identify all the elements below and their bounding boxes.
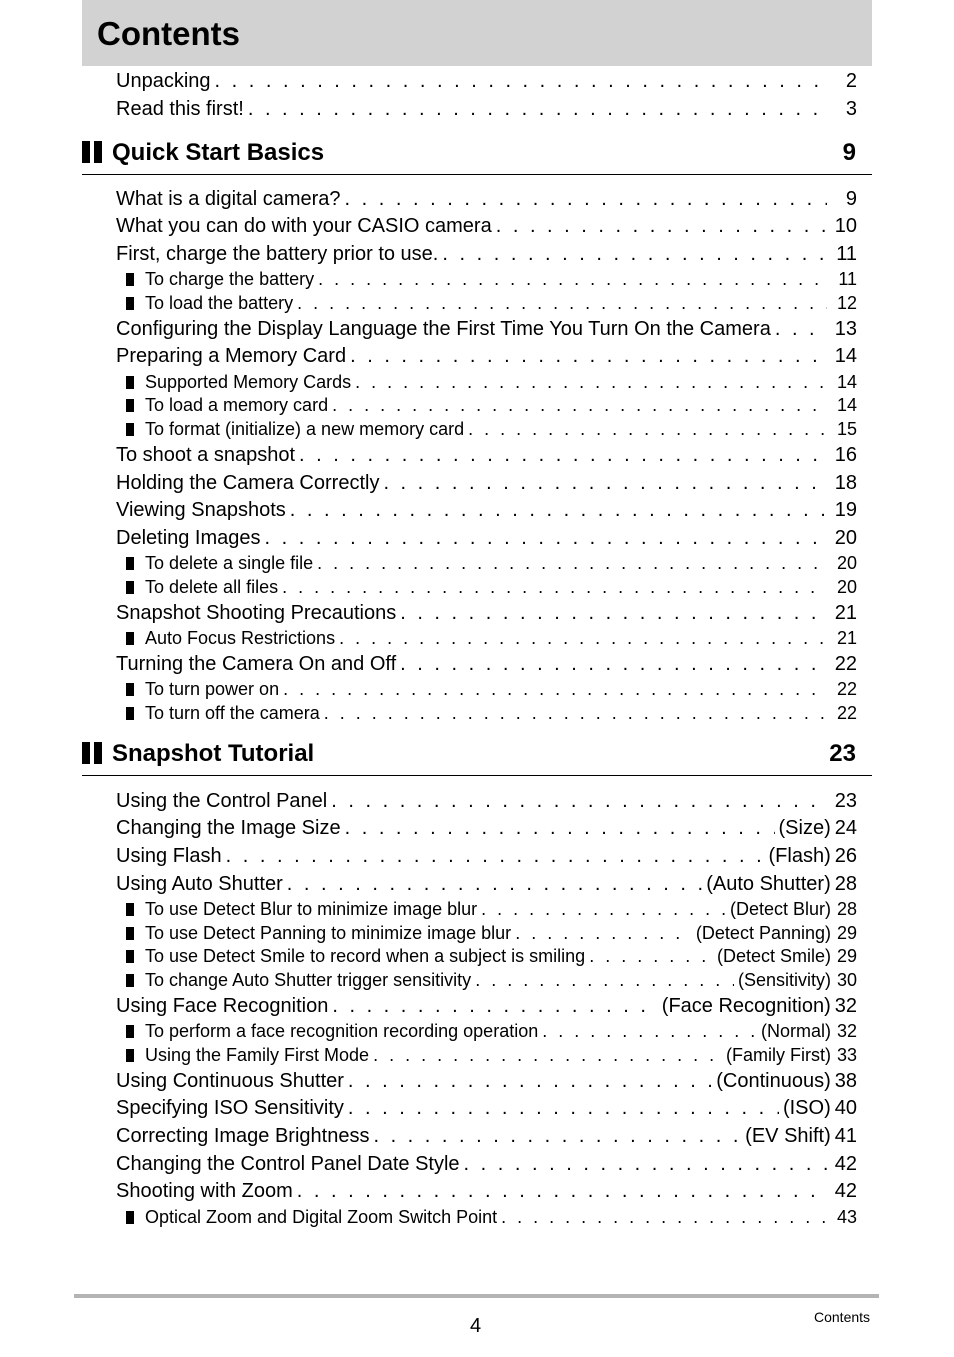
bullet-icon [126,927,134,940]
bullet-icon [126,423,134,436]
toc-entry[interactable] [116,187,857,211]
bullet-icon [126,557,134,570]
toc-entry-page: 26 [834,845,857,867]
toc-entry-page: 41 [834,1125,857,1147]
bullet-icon [126,683,134,696]
dot-leader [265,526,827,550]
section-header-snapshot-tutorial[interactable] [82,737,872,776]
toc-subentry[interactable] [126,922,857,944]
toc-entry-mode: (Face Recognition) [661,995,831,1017]
toc-entry[interactable] [116,844,857,868]
toc-entry[interactable] [116,498,857,522]
toc-entry-page: 32 [834,995,857,1017]
toc-entry-page: 14 [836,372,857,392]
toc-entry-label: To use Detect Smile to record when a subject is smiling [145,946,586,966]
dot-leader [350,344,827,368]
toc-entry-label: Optical Zoom and Digital Zoom Switch Point [145,1207,498,1227]
toc-entry-label: Snapshot Shooting Precautions [116,602,397,624]
dot-leader [318,268,827,290]
toc-subentry[interactable] [126,418,857,440]
dot-leader [348,1096,779,1120]
dot-leader [283,678,827,700]
title-bar [82,0,872,66]
toc-entry[interactable] [116,69,857,93]
toc-entry-page: 16 [834,444,857,466]
toc-entry-label: To delete all files [145,577,279,597]
dot-leader [282,576,827,598]
toc-entry-mode: (Size) [778,817,831,839]
toc-entry-mode: (ISO) [782,1097,831,1119]
toc-entry-mode: (Auto Shutter) [706,873,831,895]
toc-entry-label: Unpacking [116,70,211,92]
toc-entry-page: 14 [834,345,857,367]
bullet-icon [126,707,134,720]
toc-entry[interactable] [116,526,857,550]
toc-entry[interactable] [116,789,857,813]
toc-entry-label: Using Face Recognition [116,995,329,1017]
toc-entry-label: To use Detect Blur to minimize image blur [145,899,478,919]
dot-leader [324,702,827,724]
toc-entry-label: What is a digital camera? [116,188,341,210]
bullet-icon [126,297,134,310]
dot-leader [317,552,827,574]
toc-entry-page: 32 [836,1021,857,1041]
toc-entry-page: 20 [834,527,857,549]
bullet-icon [126,376,134,389]
bullet-icon [126,399,134,412]
dot-leader [297,292,827,314]
toc-entry-label: To format (initialize) a new memory card [145,419,465,439]
bullet-icon [126,632,134,645]
toc-entry[interactable] [116,1096,857,1120]
toc-entry-page: 22 [836,703,857,723]
footer-section-label: Contents [814,1309,871,1325]
toc-entry-page: 42 [834,1180,857,1202]
toc-entry[interactable] [116,1179,857,1203]
toc-entry-page: 40 [834,1097,857,1119]
toc-entry-label: First, charge the battery prior to use. [116,243,439,265]
toc-entry-label: Holding the Camera Correctly [116,472,380,494]
toc-entry-page: 38 [834,1070,857,1092]
toc-entry[interactable] [116,1124,857,1148]
toc-entry-label: Shooting with Zoom [116,1180,293,1202]
bullet-icon [126,950,134,963]
toc-entry-page: 21 [834,602,857,624]
toc-entry-label: To load the battery [145,293,294,313]
dot-leader [775,317,827,341]
dot-leader [400,652,827,676]
toc-entry-page: 30 [836,970,857,990]
toc-entry-label: To change Auto Shutter trigger sensitivity [145,970,472,990]
toc-entry-label: Correcting Image Brightness [116,1125,370,1147]
toc-entry-label: Preparing a Memory Card [116,345,347,367]
dot-leader [468,418,827,440]
toc-entry-page: 3 [845,98,857,120]
toc-entry-page: 20 [836,553,857,573]
toc-entry-label: To delete a single file [145,553,314,573]
dot-leader [464,1152,827,1176]
bullet-icon [126,581,134,594]
dot-leader [297,1179,827,1203]
section-marker-icon [82,141,104,163]
toc-entry[interactable] [116,317,857,341]
dot-leader [290,498,827,522]
toc-entry-mode: (Detect Blur) [729,899,831,919]
toc-entry-label: Changing the Control Panel Date Style [116,1153,460,1175]
toc-entry-label: Auto Focus Restrictions [145,628,336,648]
toc-entry-page: 10 [834,215,857,237]
toc-subentry[interactable] [126,1020,857,1042]
toc-entry-label: Using Continuous Shutter [116,1070,344,1092]
toc-entry-page: 2 [845,70,857,92]
dot-leader [287,872,702,896]
toc-entry-page: 15 [836,419,857,439]
toc-entry-label: Viewing Snapshots [116,499,286,521]
toc-entry-page: 11 [838,269,857,289]
toc-entry[interactable] [116,601,857,625]
toc-entry-mode: (Detect Panning) [695,923,831,943]
bullet-icon [126,974,134,987]
toc-entry[interactable] [116,97,857,121]
toc-entry[interactable] [116,443,857,467]
toc-entry-mode: (Flash) [768,845,831,867]
toc-entry-label: Using Auto Shutter [116,873,283,895]
dot-leader [331,789,827,813]
toc-subentry[interactable] [126,394,857,416]
dot-leader [373,1044,722,1066]
toc-subentry[interactable] [126,678,857,700]
dot-leader [355,371,827,393]
section-page: 23 [829,740,856,767]
toc-entry[interactable] [116,994,857,1018]
toc-entry[interactable] [116,816,857,840]
toc-entry[interactable] [116,1069,857,1093]
dot-leader [481,898,726,920]
toc-entry-label: Supported Memory Cards [145,372,352,392]
dot-leader [332,994,657,1018]
section-header-quick-start-basics[interactable] [82,136,872,175]
toc-entry-page: 29 [836,923,857,943]
toc-entry-label: Configuring the Display Language the First Time You Turn On the Camera [116,318,771,340]
toc-entry-page: 33 [836,1045,857,1065]
toc-entry-label: To charge the battery [145,269,315,289]
toc-entry-label: Using the Family First Mode [145,1045,370,1065]
dot-leader [332,394,827,416]
dot-leader [339,627,827,649]
toc-entry-label: Deleting Images [116,527,261,549]
toc-subentry[interactable] [126,702,857,724]
toc-subentry[interactable] [126,1206,857,1228]
footer-page-number: 4 [470,1315,482,1337]
toc-entry-page: 18 [834,472,857,494]
dot-leader [589,945,713,967]
toc-entry-label: To turn power on [145,679,280,699]
toc-subentry[interactable] [126,945,857,967]
bullet-icon [126,1211,134,1224]
toc-entry-label: Changing the Image Size [116,817,341,839]
dot-leader [475,969,734,991]
toc-entry-mode: (Continuous) [716,1070,831,1092]
toc-entry-page: 19 [834,499,857,521]
toc-entry-mode: (Sensitivity) [737,970,831,990]
bullet-icon [126,903,134,916]
toc-entry-label: To turn off the camera [145,703,320,723]
toc-subentry[interactable] [126,627,857,649]
toc-entry-page: 42 [834,1153,857,1175]
dot-leader [248,97,827,121]
toc-subentry[interactable] [126,898,857,920]
toc-entry-label: Using Flash [116,845,222,867]
toc-entry-page: 28 [834,873,857,895]
dot-leader [348,1069,712,1093]
dot-leader [501,1206,827,1228]
page-title: Contents [97,15,240,52]
toc-entry[interactable] [116,344,857,368]
toc-entry-mode: (Detect Smile) [716,946,831,966]
toc-entry-label: To shoot a snapshot [116,444,296,466]
dot-leader [496,214,827,238]
toc-entry-page: 20 [836,577,857,597]
toc-entry-label: Turning the Camera On and Off [116,653,397,675]
toc-entry-mode: (Normal) [761,1021,831,1041]
toc-entry[interactable] [116,214,857,238]
toc-subentry[interactable] [126,268,857,290]
toc-entry-page: 12 [836,293,857,313]
toc-entry-mode: (EV Shift) [745,1125,831,1147]
dot-leader [226,844,765,868]
toc-entry-label: To perform a face recognition recording operation [145,1021,539,1041]
dot-leader [215,69,827,93]
dot-leader [515,922,692,944]
toc-entry-page: 22 [834,653,857,675]
toc-subentry[interactable] [126,969,857,991]
toc-entry-page: 22 [836,679,857,699]
section-title: Snapshot Tutorial [112,740,315,767]
toc-subentry[interactable] [126,292,857,314]
footer-divider [74,1294,879,1298]
toc-entry-label: Using the Control Panel [116,790,328,812]
section-title: Quick Start Basics [112,139,325,166]
dot-leader [373,1124,741,1148]
dot-leader [400,601,827,625]
toc-entry-page: 43 [836,1207,857,1227]
toc-entry-page: 13 [834,318,857,340]
toc-entry-page: 23 [834,790,857,812]
toc-subentry[interactable] [126,552,857,574]
toc-entry[interactable] [116,242,857,266]
dot-leader [442,242,827,266]
bullet-icon [126,1049,134,1062]
toc-entry-label: What you can do with your CASIO camera [116,215,492,237]
toc-entry-label: Specifying ISO Sensitivity [116,1097,344,1119]
toc-entry[interactable] [116,872,857,896]
toc-entry-page: 24 [834,817,857,839]
toc-entry-label: To use Detect Panning to minimize image blur [145,923,512,943]
toc-entry-page: 9 [845,188,857,210]
toc-entry-label: Read this first! [116,98,244,120]
bullet-icon [126,273,134,286]
toc-entry-mode: (Family First) [726,1045,831,1065]
dot-leader [542,1020,757,1042]
dot-leader [383,471,826,495]
toc-entry[interactable] [116,652,857,676]
toc-subentry[interactable] [126,576,857,598]
bullet-icon [126,1025,134,1038]
toc-subentry[interactable] [126,371,857,393]
toc-entry-page: 11 [836,243,857,265]
section-page: 9 [842,139,856,166]
dot-leader [345,816,775,840]
toc-entry-page: 28 [836,899,857,919]
dot-leader [299,443,827,467]
toc-entry[interactable] [116,1152,857,1176]
toc-entry[interactable] [116,471,857,495]
toc-entry-page: 29 [836,946,857,966]
toc-entry-page: 14 [836,395,857,415]
toc-entry-label: To load a memory card [145,395,329,415]
dot-leader [345,187,827,211]
section-marker-icon [82,742,104,764]
toc-entry-page: 21 [836,628,857,648]
toc-subentry[interactable] [126,1044,857,1066]
